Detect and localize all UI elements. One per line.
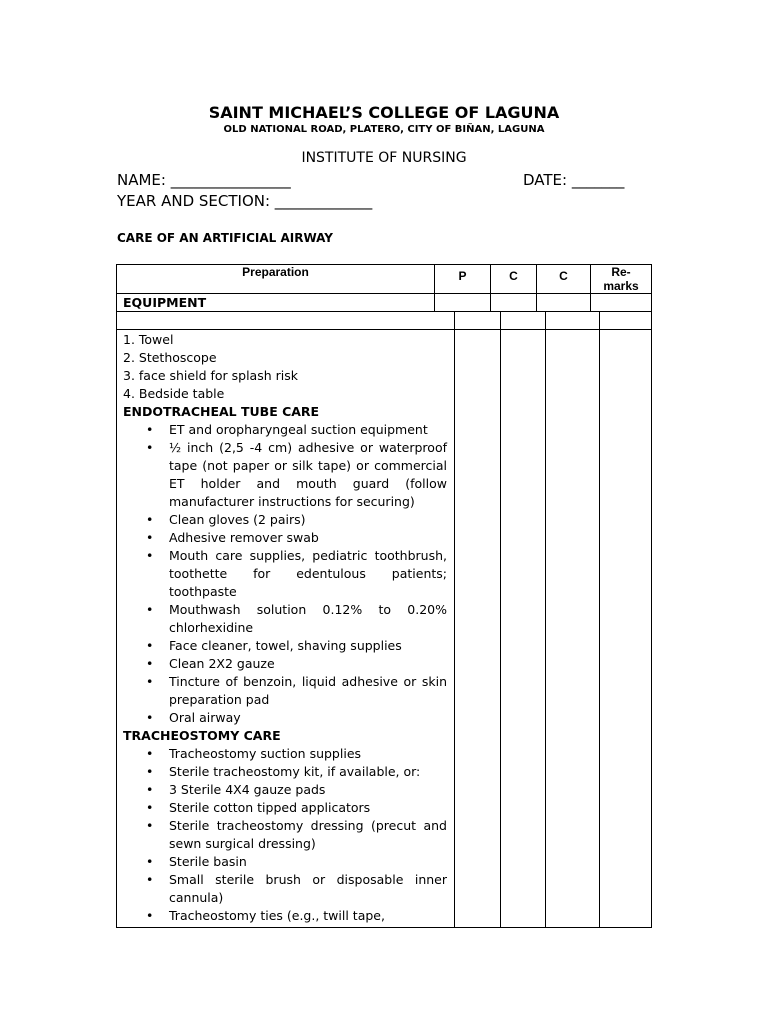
date-field[interactable]: DATE: _______ <box>523 171 625 189</box>
institute-name: INSTITUTE OF NURSING <box>301 150 467 166</box>
section-equipment: EQUIPMENT <box>123 295 207 310</box>
et-care-bullet: • ½ inch (2,5 -4 cm) adhesive or waterproof tape (not paper or silk tape) or commercial ET holder and mouth guard (follow manufacturer instructions for securing) <box>146 439 447 511</box>
et-care-bullet: • Clean gloves (2 pairs) <box>146 511 447 529</box>
trach-care-bullet: • Sterile basin <box>146 853 447 871</box>
et-care-bullet: • Mouthwash solution 0.12% to 0.20% chlorhexidine <box>146 601 447 637</box>
procedure-title: CARE OF AN ARTIFICIAL AIRWAY <box>117 231 333 245</box>
trach-care-bullet: • Sterile tracheostomy dressing (precut and sewn surgical dressing) <box>146 817 447 853</box>
equipment-row-divider <box>116 311 652 312</box>
year-section-field[interactable]: YEAR AND SECTION: _____________ <box>117 192 373 210</box>
et-care-bullet: • Clean 2X2 gauze <box>146 655 447 673</box>
trach-care-bullet: • Tracheostomy suction supplies <box>146 745 447 763</box>
equipment-item: 2. Stethoscope <box>123 350 217 365</box>
header-remarks: Re- marks <box>603 265 639 293</box>
table-border-left <box>116 264 117 928</box>
header-row-divider <box>116 293 652 294</box>
et-care-list <box>123 421 447 727</box>
school-name: SAINT MICHAEL’S COLLEGE OF LAGUNA <box>208 103 560 122</box>
col-divider-body <box>454 311 455 928</box>
et-care-bullet: • Face cleaner, towel, shaving supplies <box>146 637 447 655</box>
equipment-item: 3. face shield for splash risk <box>123 368 298 383</box>
trach-care-bullet: • Sterile tracheostomy kit, if available, or: <box>146 763 447 781</box>
preparation-content <box>123 331 447 925</box>
trach-care-list <box>123 745 447 925</box>
equipment-item: 1. Towel <box>123 332 174 347</box>
trach-care-bullet: • Sterile cotton tipped applicators <box>146 799 447 817</box>
et-care-heading: ENDOTRACHEAL TUBE CARE <box>123 404 320 419</box>
col-divider-body <box>500 311 501 928</box>
name-field[interactable]: NAME: ________________ <box>117 171 291 189</box>
trach-care-bullet: • Tracheostomy ties (e.g., twill tape, <box>146 907 447 925</box>
trach-care-heading: TRACHEOSTOMY CARE <box>123 728 281 743</box>
trach-care-bullet: • Small sterile brush or disposable inner cannula) <box>146 871 447 907</box>
header-c2: C <box>559 269 568 283</box>
header-p: P <box>458 269 467 283</box>
header-c1: C <box>509 269 518 283</box>
et-care-bullet: • ET and oropharyngeal suction equipment <box>146 421 447 439</box>
et-care-bullet: • Adhesive remover swab <box>146 529 447 547</box>
col-divider-body <box>545 311 546 928</box>
et-care-bullet: • Oral airway <box>146 709 447 727</box>
trach-care-bullet: • 3 Sterile 4X4 gauze pads <box>146 781 447 799</box>
table-border-bottom <box>116 927 652 928</box>
equipment-item: 4. Bedside table <box>123 386 225 401</box>
header-preparation: Preparation <box>242 265 309 279</box>
table-border-right <box>651 264 652 928</box>
et-care-bullet: • Tincture of benzoin, liquid adhesive or skin preparation pad <box>146 673 447 709</box>
blank-row-divider <box>116 329 652 330</box>
school-address: OLD NATIONAL ROAD, PLATERO, CITY OF BIÑAN, LAGUNA <box>223 124 545 135</box>
col-divider-body <box>599 311 600 928</box>
et-care-bullet: • Mouth care supplies, pediatric toothbrush, toothette for edentulous patients; toothpaste <box>146 547 447 601</box>
